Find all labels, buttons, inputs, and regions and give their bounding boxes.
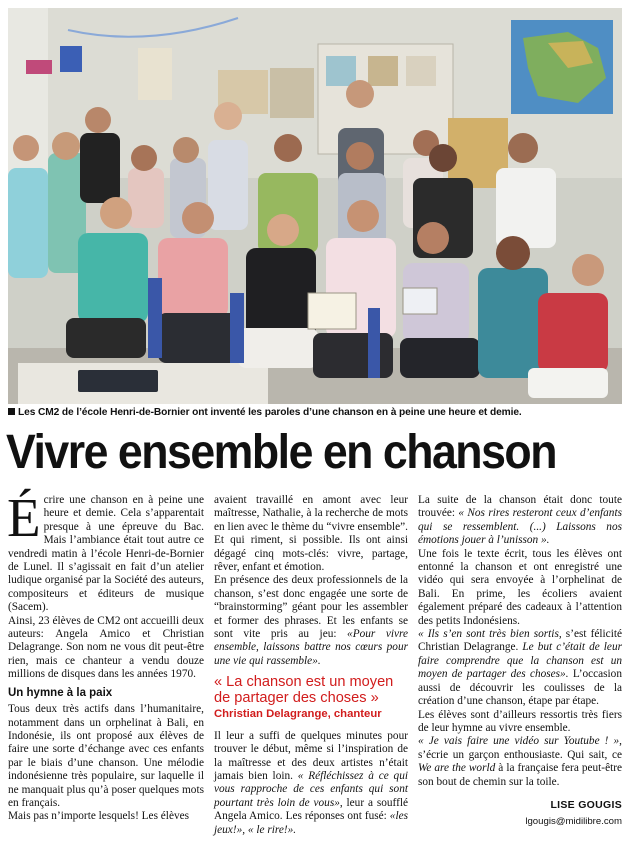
- dropcap: É: [7, 487, 41, 548]
- paragraph: [418, 628, 622, 708]
- paragraph: Mais pas n’importe lesquels! Les élèves: [8, 810, 190, 823]
- caption-text: Les CM2 de l’école Henri-de-Bornier ont inventé les paroles d’une chanson en à peine une heure et demie.: [18, 407, 522, 418]
- photo-caption: [8, 407, 622, 418]
- paragraph: avaient travaillé en amont avec leur maîtresse, Nathalie, à la recherche de mots en lien avec le thème du “vivre ensemble”. Et qui riment, si possible. Ils ont ainsi dégagé cinq mots-clés: vivre, partage, rêver, enfant et émotion.: [214, 494, 408, 574]
- italic-quote: «les jeux!», « le rire!».: [214, 810, 408, 836]
- italic-quote: « Réfléchissez à ce qui vous rapproche de ces enfants qui sont pourtant très loin de vous»: [214, 769, 408, 809]
- italic-quote: « Je vais faire une vidéo sur Youtube ! »: [418, 735, 620, 748]
- italic-quote: «Pour vivre ensemble, laissons battre nos cœurs pour une vie qui rassemble».: [214, 628, 408, 667]
- paragraph-text: s’est félicité Christian Delagrange.: [418, 628, 622, 654]
- pull-quote-text: « La chanson est un moyen de partager des choses »: [214, 674, 394, 707]
- italic-quote: « Ils s’en sont très bien sortis,: [418, 628, 562, 641]
- paragraph: Les élèves sont d’ailleurs ressortis très fiers de leur hymne au vivre ensemble.: [418, 708, 622, 734]
- paragraph-text: La suite de la chanson était donc toute trouvée:: [418, 494, 622, 520]
- article-column-2: [214, 494, 408, 837]
- paragraph-text: En présence des deux professionnels de la chanson, s’est donc engagée une sorte de “brainstorming” géant pour les assembler et former des phrases. Et les enfants se sont vite pris au jeu:: [214, 574, 408, 641]
- subhead: Un hymne à la paix: [8, 686, 113, 699]
- italic-quote: Le but c’était de leur faire comprendre que la chanson est un moyen de partager des choses».: [418, 641, 622, 681]
- pull-quote: [214, 674, 408, 721]
- italic-title: We are the world: [418, 762, 496, 775]
- author-email[interactable]: lgougis@midilibre.com: [525, 816, 622, 828]
- paragraph: [418, 735, 622, 789]
- paragraph: [214, 574, 408, 668]
- paragraph: [7, 487, 204, 615]
- paragraph-text: , s’écrie un garçon enthousiaste. Qui sait, ce: [418, 735, 622, 761]
- paragraph-text: L’occasion aussi de découvrir les coulisses de la création d’une chanson, étape par étape.: [418, 668, 622, 708]
- article-column-1: [7, 487, 204, 824]
- headline: Vivre ensemble en chanson: [6, 426, 556, 479]
- caption-square-icon: [8, 408, 15, 415]
- paragraph-text: Il leur a suffi de quelques minutes pour trouver le début, même si l’inspiration de la maîtresse et des deux artistes n’était jamais bien loin.: [214, 729, 408, 782]
- paragraph: Ainsi, 23 élèves de CM2 ont accueilli deux auteurs: Angela Amico et Christian Delagrange. Son nom ne vous dit peut-être rien, mais ce chanteur a vendu douze millions de disques dans les années 1970.: [8, 614, 204, 681]
- paragraph: [214, 730, 408, 837]
- author-byline: LISE GOUGIS: [550, 798, 622, 811]
- paragraph-text: crire une chanson en à peine une heure et demie. Cela s’apparentait presque à une épreuve du Bac. Mais l’ambiance était tout autre ce vendredi matin à l’école Henri-de-Bornier de Lunel. Il s’agissait en fait d’un atelier ludique organisé par la Société des auteurs, compositeurs et éditeurs de musique (Sacem).: [8, 494, 204, 614]
- paragraph-text: à la française fera peut-être son bout de chemin sur la toile.: [418, 762, 622, 788]
- paragraph: Tous deux très actifs dans l’humanitaire, notamment dans un orphelinat à Bali, en Indonésie, ils ont proposé aux élèves de faire une sorte d’échange avec ces enfants par le biais d’une chanson. Une mélodie indonésienne très populaire, sur laquelle il ne manquait plus qu’à poser quelques mots en français.: [8, 703, 204, 809]
- class-photo-illustration: [8, 8, 622, 404]
- italic-quote: « Nos rires resteront ceux d’enfants qui se ressemblent. (...) Laissons nos émotions jouer à l’unisson ».: [418, 507, 622, 547]
- pull-quote-author: Christian Delagrange, chanteur: [214, 708, 382, 721]
- paragraph: Une fois le texte écrit, tous les élèves ont entonné la chanson et ont enregistré une vidéo qui sera envoyée à l’orphelinat de Bali. En prime, les écoliers avaient également préparé des cadeaux à l’attention des petits Indonésiens.: [418, 547, 622, 627]
- paragraph: [418, 494, 622, 548]
- paragraph-text: , leur a soufflé Angela Amico. Les réponses ont fusé:: [214, 796, 408, 823]
- article-photo: [8, 8, 622, 404]
- article-column-3: [418, 494, 622, 829]
